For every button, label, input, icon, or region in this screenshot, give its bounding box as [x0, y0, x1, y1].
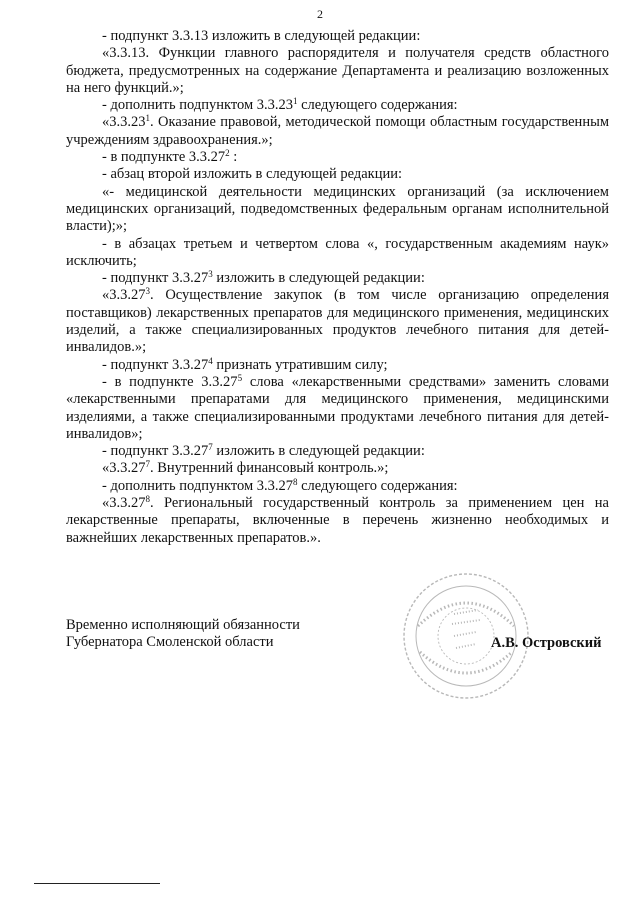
- paragraph-text: слова «лекарственными средствами» заменить словами «лекарственными препаратами для медицинского применения, медицинскими изделиями, а также специализированными продуктами лечебного питания для детей-инвалидов»;: [66, 373, 609, 442]
- superscript-index: 2: [225, 148, 230, 159]
- paragraph: [66, 114, 609, 149]
- superscript-index: 1: [293, 96, 298, 107]
- paragraph-text: признать утратившим силу;: [212, 356, 388, 373]
- paragraph: [66, 460, 609, 477]
- paragraph: [66, 374, 609, 443]
- superscript-index: 3: [208, 269, 213, 280]
- paragraph-text: . Оказание правовой, методической помощи областным государственным учреждениям здравоохранения.»;: [66, 114, 609, 148]
- paragraph: [66, 45, 609, 97]
- paragraph-text: - абзац второй изложить в следующей редакции:: [102, 166, 403, 183]
- paragraph-text: - подпункт 3.3.27: [102, 356, 209, 373]
- signatory-title-line-1: Временно исполняющий обязанности: [66, 617, 300, 633]
- paragraph: [66, 184, 609, 236]
- superscript-index: 5: [237, 372, 243, 383]
- paragraph-text: - подпункт 3.3.27: [102, 443, 209, 460]
- paragraph-text: - в подпункте 3.3.27: [102, 373, 238, 390]
- superscript-index: 7: [208, 442, 213, 453]
- paragraph: [66, 236, 609, 271]
- paragraph-text: «3.3.27: [102, 460, 146, 477]
- signatory-name: А.В. Островский: [491, 635, 602, 651]
- signatory-title-line-2: Губернатора Смоленской области: [66, 634, 274, 651]
- paragraph: [66, 357, 609, 374]
- paragraph: [66, 443, 609, 460]
- document-body: [66, 28, 609, 547]
- paragraph: [66, 495, 609, 547]
- paragraph-text: изложить в следующей редакции:: [212, 270, 425, 287]
- page-number: 2: [317, 7, 323, 21]
- paragraph-text: . Региональный государственный контроль за применением цен на лекарственные препараты, включенные в перечень жизненно необходимых и важнейших лекарственных препаратов.».: [66, 495, 609, 546]
- superscript-index: 3: [145, 286, 150, 297]
- paragraph-text: - подпункт 3.3.27: [102, 270, 209, 287]
- superscript-index: 1: [145, 113, 150, 124]
- paragraph-text: изложить в следующей редакции:: [212, 443, 425, 460]
- paragraph-text: . Осуществление закупок (в том числе организацию определения поставщиков) лекарственных препаратов для медицинского применения, медицинских изделий, а также специализированных продуктов лечебного питания для детей-инвалидов.»;: [66, 287, 609, 356]
- paragraph-text: «3.3.27: [102, 287, 146, 304]
- paragraph: [66, 97, 609, 114]
- paragraph-text: . Внутренний финансовый контроль.»;: [150, 460, 389, 477]
- superscript-index: 8: [293, 476, 298, 487]
- paragraph: [66, 270, 609, 287]
- paragraph-text: следующего содержания:: [297, 477, 458, 494]
- paragraph-text: «3.3.27: [102, 495, 146, 512]
- superscript-index: 8: [145, 494, 150, 505]
- paragraph-text: - в подпункте 3.3.27: [102, 149, 226, 166]
- paragraph: [66, 28, 609, 45]
- paragraph-text: «3.3.23: [102, 114, 146, 131]
- superscript-index: 7: [145, 459, 150, 470]
- footnote-divider: [34, 883, 160, 884]
- paragraph: [66, 478, 609, 495]
- paragraph: [66, 287, 609, 356]
- signature-block: [66, 617, 366, 652]
- paragraph-text: следующего содержания:: [297, 97, 458, 114]
- paragraph-text: - дополнить подпунктом 3.3.23: [102, 97, 293, 114]
- paragraph-text: - в абзацах третьем и четвертом слова «, государственным академиям наук» исключить;: [66, 235, 609, 269]
- paragraph: [66, 149, 609, 166]
- paragraph-text: - подпункт 3.3.13 изложить в следующей редакции:: [102, 28, 421, 44]
- superscript-index: 4: [208, 355, 213, 366]
- paragraph-text: :: [229, 149, 238, 166]
- paragraph-text: - дополнить подпунктом 3.3.27: [102, 477, 293, 494]
- paragraph-text: «- медицинской деятельности медицинских организаций (за исключением медицинских организаций, подведомственных федеральным органам исполнительной власти);»;: [66, 183, 609, 235]
- paragraph: [66, 166, 609, 183]
- paragraph-text: «3.3.13. Функции главного распорядителя и получателя средств областного бюджета, предусмотренных на содержание Департамента и реализацию возложенных на него функций.»;: [66, 45, 609, 96]
